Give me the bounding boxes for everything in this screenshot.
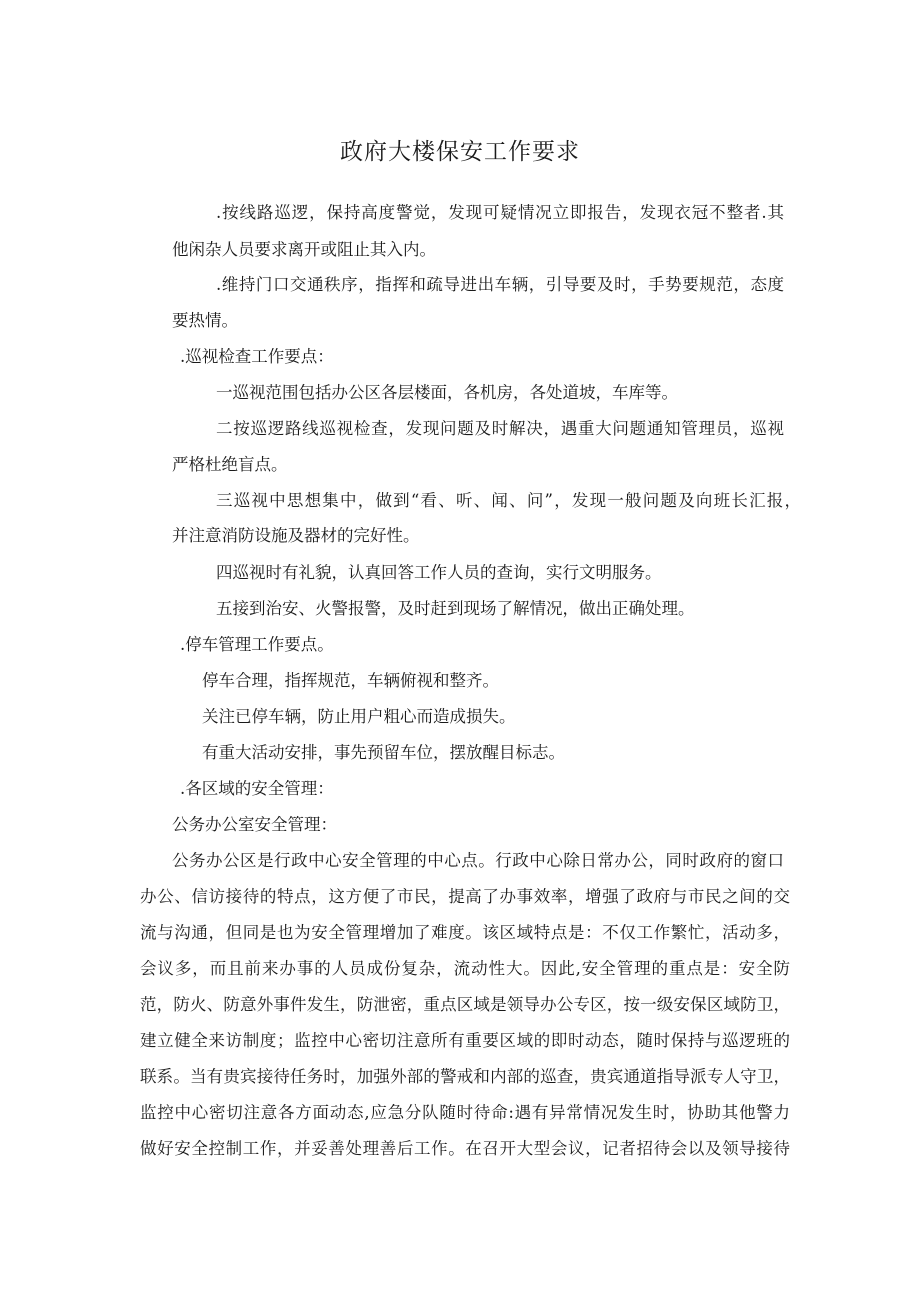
paragraph-line: 有重大活动安排，事先预留车位，摆放醒目标志。 (202, 743, 565, 762)
paragraph-line: 二按巡逻路线巡视检查，发现问题及时解决，遇重大问题通知管理员，巡视 (216, 419, 784, 438)
paragraph-line: 办公、信访接待的特点，这方便了市民，提高了办事效率，增强了政府与市民之间的交 (140, 887, 790, 906)
section-heading: .停车管理工作要点。 (180, 635, 334, 654)
section-heading: .各区域的安全管理： (180, 779, 334, 798)
paragraph-line: 范，防火、防意外事件发生，防泄密，重点区域是领导办公专区，按一级安保区域防卫， (140, 995, 790, 1014)
paragraph-line: 严格杜绝盲点。 (172, 455, 288, 474)
paragraph-line: 流与沟通，但同是也为安全管理增加了难度。该区域特点是：不仅工作繁忙，活动多， (140, 923, 790, 942)
paragraph-line: 他闲杂人员要求离开或阻止其入内。 (172, 240, 436, 259)
paragraph-line: 一巡视范围包括办公区各层楼面，各机房，各处道坡，车库等。 (216, 383, 678, 402)
paragraph-line: 公务办公区是行政中心安全管理的中心点。行政中心除日常办公，同时政府的窗口 (172, 851, 784, 870)
subsection-heading: 公务办公室安全管理： (172, 815, 337, 834)
paragraph-line: 关注已停车辆，防止用户粗心而造成损失。 (202, 707, 516, 726)
paragraph-line: .维持门口交通秩序，指挥和疏导进出车辆，引导要及时，手势要规范，态度 (216, 275, 784, 294)
paragraph-line: .按线路巡逻，保持高度警觉，发现可疑情况立即报告，发现衣冠不整者.其 (216, 203, 784, 222)
paragraph-line: 监控中心密切注意各方面动态,应急分队随时待命:遇有异常情况发生时，协助其他警力 (140, 1103, 790, 1122)
section-heading: .巡视检查工作要点： (180, 347, 334, 366)
paragraph-line: 建立健全来访制度；监控中心密切注意所有重要区域的即时动态，随时保持与巡逻班的 (140, 1031, 790, 1050)
paragraph-line: 并注意消防设施及器材的完好性。 (172, 526, 420, 545)
paragraph-line: 停车合理，指挥规范，车辆俯视和整齐。 (202, 671, 499, 690)
page-title: 政府大楼保安工作要求 (340, 139, 580, 165)
paragraph-line: 五接到治安、火警报警，及时赶到现场了解情况，做出正确处理。 (216, 599, 695, 618)
paragraph-line: 四巡视时有礼貌，认真回答工作人员的查询，实行文明服务。 (216, 563, 662, 582)
paragraph-line: 要热情。 (172, 311, 238, 330)
paragraph-line: 联系。当有贵宾接待任务时，加强外部的警戒和内部的巡查，贵宾通道指导派专人守卫， (140, 1067, 790, 1086)
paragraph-line: 会议多，而且前来办事的人员成份复杂，流动性大。因此,安全管理的重点是：安全防 (140, 959, 790, 978)
paragraph-line: 做好安全控制工作，并妥善处理善后工作。在召开大型会议，记者招待会以及领导接待 (140, 1139, 790, 1158)
paragraph-line: 三巡视中思想集中，做到“看、听、闻、问”，发现一般问题及向班长汇报， (216, 491, 801, 510)
